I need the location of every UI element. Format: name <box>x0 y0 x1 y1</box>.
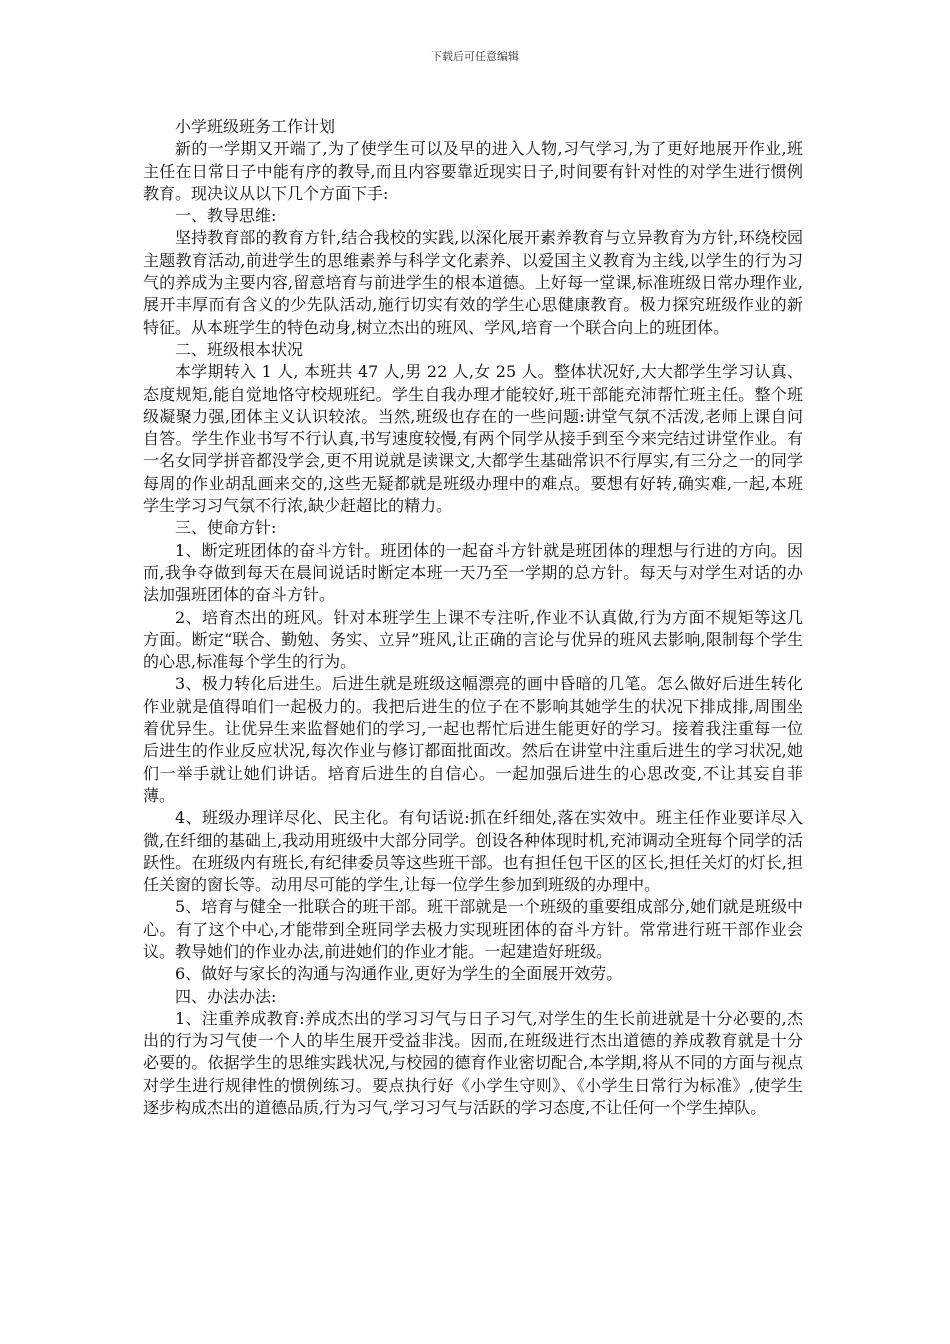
paragraph: 2、培育杰出的班风。针对本班学生上课不专注听,作业不认真做,行为方面不规矩等这几方面。断定“联合、勤勉、务实、立异”班风,让正确的言论与优异的班风去影响,限制每个学生的心思,标准每个学生的行为。 <box>143 607 803 672</box>
section-heading: 一、教导思维: <box>175 206 277 226</box>
paragraph: 1、断定班团体的奋斗方针。班团体的一起奋斗方针就是班团体的理想与行进的方向。因而,我争夺做到每天在晨间说话时断定本班一天乃至一学期的总方针。每天与对学生对话的办法加强班团体的奋斗方针。 <box>143 540 803 605</box>
paragraph: 5、培育与健全一批联合的班干部。班干部就是一个班级的重要组成部分,她们就是班级中心。有了这个中心,才能带到全班同学去极力实现班团体的奋斗方针。常常进行班干部作业会议。教导她们的作业办法,前进她们的作业才能。一起建造好班级。 <box>143 897 803 961</box>
paragraph: 6、做好与家长的沟通与沟通作业,更好为学生的全面展开效劳。 <box>175 964 623 984</box>
section-heading: 三、使命方针: <box>175 518 277 538</box>
section-heading: 四、办法办法: <box>175 986 277 1006</box>
page-header: 下载后可任意编辑 <box>431 50 519 63</box>
paragraph: 3、极力转化后进生。后进生就是班级这幅漂亮的画中昏暗的几笔。怎么做好后进生转化作业就是值得咱们一起极力的。我把后进生的位子在不影响其她学生的状况下排成排,周围坐着优异生。让优异生来监督她们的学习,一起也帮忙后进生能更好的学习。接着我注重每一位后进生的作业反应状况,每次作业与修订都面批面改。然后在讲堂中注重后进生的学习状况,她们一举手就让她们讲话。培育后进生的自信心。一起加强后进生的心思改变,不让其妄自菲薄。 <box>143 674 803 805</box>
section-heading: 二、班级根本状况 <box>175 339 304 359</box>
document-title: 小学班级班务工作计划 <box>175 117 336 136</box>
paragraph: 1、注重养成教育:养成杰出的学习习气与日子习气,对学生的生长前进就是十分必要的,杰出的行为习气使一个人的毕生展开受益非浅。因而,在班级进行杰出道德的养成教育就是十分必要的。依据学生的思维实践状况,与校园的德育作业密切配合,本学期,将从不同的方面与视点对学生进行规律性的惯例练习。要点执行好《小学生守则》、《小学生日常行为标准》,使学生逐步构成杰出的道德品质,行为习气,学习习气与活跃的学习态度,不让任何一个学生掉队。 <box>143 1008 803 1118</box>
paragraph: 坚持教育部的教育方针,结合我校的实践,以深化展开素养教育与立异教育为方针,环绕校园主题教育活动,前进学生的思维素养与科学文化素养、以爱国主义教育为主线,以学生的行为习气的养成为主要内容,留意培育与前进学生的根本道德。上好每一堂课,标准班级日常办理作业,展开丰厚而有含义的少先队活动,施行切实有效的学生心思健康教育。极力探究班级作业的新特征。从本班学生的特色动身,树立杰出的班风、学风,培育一个联合向上的班团体。 <box>143 228 803 337</box>
document-body <box>143 116 803 1119</box>
paragraph: 4、班级办理详尽化、民主化。有句话说:抓在纤细处,落在实效中。班主任作业要详尽入微,在纤细的基础上,我动用班级中大部分同学。创设各种体现时机,充沛调动全班每个同学的活跃性。在班级内有班长,有纪律委员等这些班干部。也有担任包干区的区长,担任关灯的灯长,担任关窗的窗长等。动用尽可能的学生,让每一位学生参加到班级的办理中。 <box>143 808 803 895</box>
paragraph: 本学期转入 1 人, 本班共 47 人,男 22 人,女 25 人。整体状况好,大大都学生学习认真、态度规矩,能自觉地恪守校规班纪。学生自我办理才能较好,班干部能充沛帮忙班主任。整个班级凝聚力强,团体主义认识较浓。当然,班级也存在的一些问题:讲堂气氛不活泼,老师上课自问自答。学生作业书写不行认真,书写速度较慢,有两个同学从接手到至今来完结过讲堂作业。有一名女同学拼音都没学会,更不用说就是读课文,大都学生基础常识不行厚实,有三分之一的同学每周的作业胡乱画来交的,这些无疑都就是班级办理中的难点。要想有好转,确实难,一起,本班学生学习习气氛不行浓,缺少赶超比的精力。 <box>143 362 803 516</box>
paragraph: 新的一学期又开端了,为了使学生可以及早的进入人物,习气学习,为了更好地展开作业,班主任在日常日子中能有序的教导,而且内容要靠近现实日子,时间要有针对性的对学生进行惯例教育。现决议从以下几个方面下手: <box>143 139 803 203</box>
